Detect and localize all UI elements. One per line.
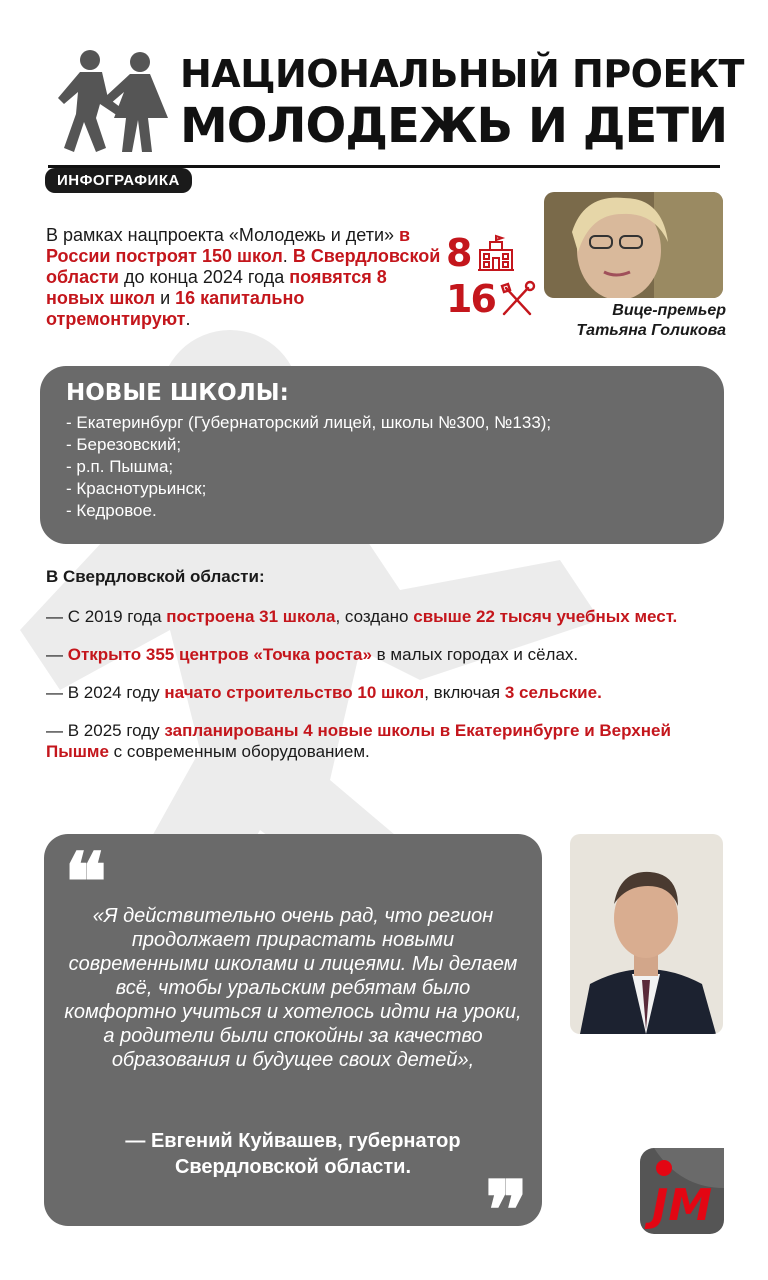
speaker-title: Вице-премьер — [612, 302, 726, 319]
fact-highlight: 3 сельские. — [504, 683, 602, 702]
stat-new-schools — [446, 230, 541, 276]
fact-text: — С 2019 года — [46, 607, 167, 626]
quote-author-line: Свердловской области. — [174, 1156, 412, 1178]
new-schools-list — [66, 412, 698, 522]
list-item: - Березовский; — [66, 435, 182, 454]
running-children-icon — [44, 48, 174, 158]
portrait-golikova — [544, 192, 723, 298]
title-line-2: МОЛОДЕЖЬ И ДЕТИ — [180, 98, 728, 154]
list-item: - Екатеринбург (Губернаторский лицей, школы №300, №133); — [66, 413, 552, 432]
intro-text: В рамках нацпроекта «Молодежь и дети» — [46, 225, 400, 245]
intro-highlight: в России построят 150 школ — [46, 225, 411, 266]
header — [40, 40, 744, 170]
intro-text: до конца 2024 года — [119, 267, 290, 287]
title-line-1: НАЦИОНАЛЬНЫЙ ПРОЕКТ — [180, 52, 744, 96]
fact-highlight: построена 31 школа — [166, 607, 336, 626]
fact-text: , включая — [424, 683, 505, 702]
intro-highlight: появятся 8 новых школ — [46, 267, 387, 308]
portrait-image — [570, 834, 723, 1034]
intro-highlight: В Свердловской области — [46, 246, 441, 287]
open-quote-icon: ❝ — [64, 835, 108, 929]
new-schools-panel — [40, 366, 724, 544]
fact-text: — В 2025 году — [46, 721, 165, 740]
speaker-caption-golikova — [540, 301, 726, 341]
fact-text: , создано — [335, 607, 414, 626]
stats-column — [446, 230, 541, 322]
stat-value: 16 — [446, 277, 495, 321]
fact-text: с современным оборудованием. — [108, 742, 370, 761]
fact-text: — — [46, 645, 68, 664]
close-quote-icon: ❞ — [484, 1163, 528, 1257]
fact-text: — В 2024 году — [46, 683, 165, 702]
region-heading: В Свердловской области: — [46, 567, 265, 586]
intro-text: . — [282, 246, 293, 266]
jm-logo — [640, 1148, 724, 1234]
speaker-name: Татьяна Голикова — [576, 322, 726, 339]
list-item: - Кедровое. — [66, 501, 157, 520]
portrait-image — [544, 192, 723, 298]
portrait-kuyvashev — [570, 834, 723, 1034]
fact-highlight: запланированы 4 новые школы в Екатеринбурге и Верхней Пышме — [46, 721, 671, 761]
fact-item — [46, 606, 736, 627]
stat-value: 8 — [446, 231, 471, 275]
intro-paragraph — [46, 225, 446, 330]
repair-tools-icon — [498, 280, 538, 318]
fact-item — [46, 682, 736, 703]
intro-text: и — [155, 288, 176, 308]
fact-highlight: свыше 22 тысяч учебных мест. — [413, 607, 678, 626]
fact-text: в малых городах и сёлах. — [371, 645, 579, 664]
new-schools-title: НОВЫЕ ШКОЛЫ: — [66, 380, 289, 406]
quote-text: «Я действительно очень рад, что регион продолжает прирастать новыми современными школами и лицеями. Мы делаем всё, чтобы уральским ребятам было комфортно учиться и хотелось идти на уроки, а родители были спокойны за качество образования и будущее своих детей», — [64, 905, 522, 1071]
quote-author — [60, 1128, 526, 1180]
fact-highlight: начато строительство 10 школ — [164, 683, 425, 702]
list-item: - Краснотурьинск; — [66, 479, 207, 498]
logo-text: JM — [651, 1180, 713, 1231]
stat-renovated-schools — [446, 276, 541, 322]
fact-item — [46, 644, 736, 665]
fact-highlight: Открыто 355 центров «Точка роста» — [67, 645, 372, 664]
school-building-icon — [476, 234, 516, 272]
intro-text: . — [185, 309, 191, 329]
fact-item — [46, 720, 736, 762]
quote-panel — [44, 834, 542, 1257]
quote-author-line: — Евгений Куйвашев, губернатор — [125, 1130, 461, 1152]
list-item: - р.п. Пышма; — [66, 457, 174, 476]
intro-highlight: 16 капитально отремонтируют — [46, 288, 305, 329]
region-facts — [46, 566, 736, 779]
infographic-tag: ИНФОГРАФИКА — [45, 168, 192, 193]
